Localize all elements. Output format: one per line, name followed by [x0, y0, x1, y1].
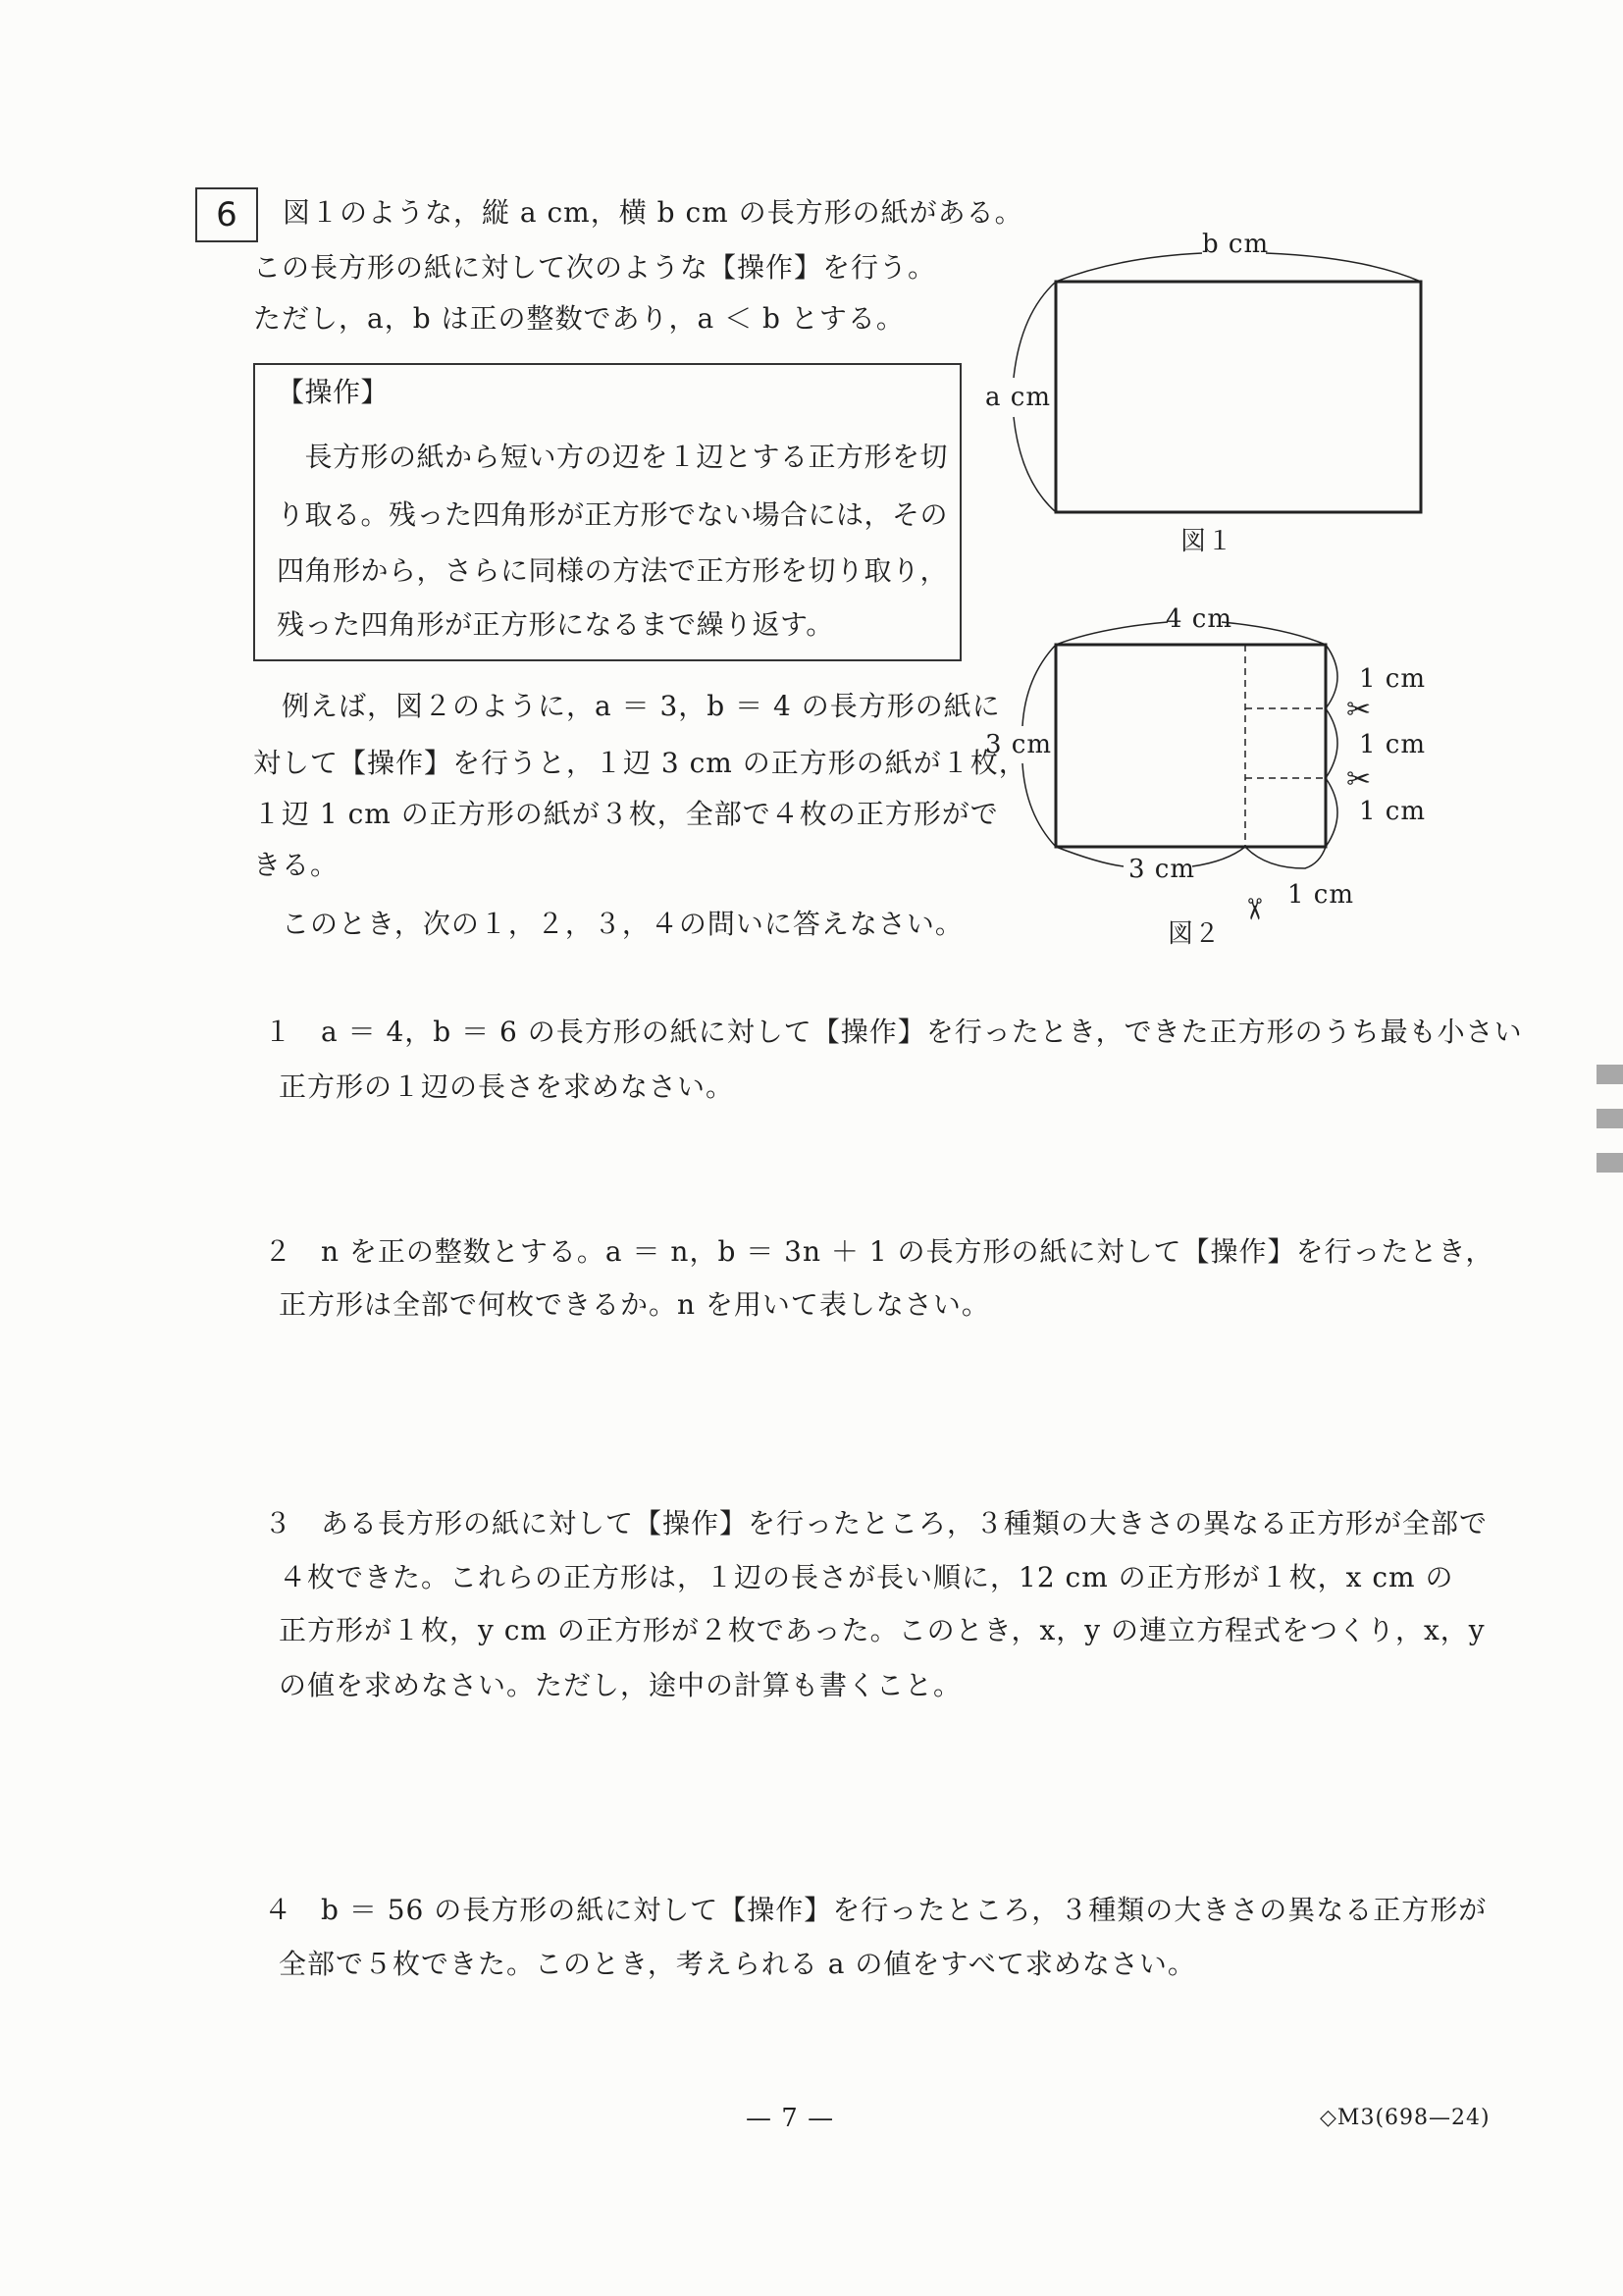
operation-title: 【操作】 — [277, 376, 390, 408]
svg-text:✂: ✂ — [1346, 762, 1372, 797]
intro-line: この長方形の紙に対して次のような【操作】を行う。 — [253, 251, 937, 284]
fig2-top-label: 4 cm — [1166, 604, 1233, 634]
fig2-right-label: 1 cm — [1359, 797, 1427, 826]
question-line: ４ b ＝ 56 の長方形の紙に対して【操作】を行ったところ，３種類の大きさの異なる正方形が — [264, 1894, 1488, 1926]
question-line: ４枚できた。これらの正方形は，１辺の長さが長い順に，12 cm の正方形が１枚，x cm の — [279, 1561, 1454, 1593]
intro-line: 図１のような，縦 a cm，横 b cm の長方形の紙がある。 — [283, 196, 1023, 229]
question-line: の値を求めなさい。ただし，途中の計算も書くこと。 — [279, 1669, 963, 1701]
figure-2 — [1022, 622, 1337, 868]
fig2-right-label: 1 cm — [1359, 664, 1427, 694]
edge-tab-marker — [1597, 1065, 1623, 1084]
fig1-width-label: b cm — [1202, 230, 1270, 259]
fig1-caption: 図１ — [1180, 527, 1234, 556]
intro-line: ただし，a，b は正の整数であり，a ＜ b とする。 — [253, 302, 905, 335]
fig2-bottom-small-label: 1 cm — [1287, 880, 1355, 910]
question-line: 正方形は全部で何枚できるか。n を用いて表しなさい。 — [279, 1288, 990, 1321]
question-line: 全部で５枚できた。このとき，考えられる a の値をすべて求めなさい。 — [279, 1948, 1196, 1980]
page-number: — 7 — — [746, 2104, 835, 2133]
question-line: １ a ＝ 4，b ＝ 6 の長方形の紙に対して【操作】を行ったとき，できた正方形のうち最も小さい — [264, 1016, 1523, 1048]
example-line: きる。 — [253, 849, 340, 881]
fig2-left-label: 3 cm — [985, 730, 1053, 759]
question-line: 正方形が１枚，y cm の正方形が２枚であった。このとき，x，y の連立方程式をつくり，x，y — [279, 1614, 1486, 1646]
example-line: 例えば，図２のように，a ＝ 3，b ＝ 4 の長方形の紙に — [253, 690, 1001, 722]
operation-line: 長方形の紙から短い方の辺を１辺とする正方形を切 — [277, 441, 949, 473]
question-line: 正方形の１辺の長さを求めなさい。 — [279, 1070, 735, 1103]
fig2-bottom-label: 3 cm — [1128, 855, 1196, 884]
question-line: ３ ある長方形の紙に対して【操作】を行ったところ，３種類の大きさの異なる正方形が全部で — [264, 1507, 1489, 1539]
fig1-height-label: a cm — [985, 383, 1051, 412]
example-line: 対して【操作】を行うと，１辺 3 cm の正方形の紙が１枚， — [253, 747, 1027, 779]
fig2-caption: 図２ — [1168, 919, 1222, 949]
fig2-right-label: 1 cm — [1359, 730, 1427, 759]
exam-code: ◇M3(698—24) — [1320, 2106, 1491, 2130]
problem-number: 6 — [195, 187, 258, 242]
figure-1 — [1014, 253, 1421, 512]
edge-tab-marker — [1597, 1153, 1623, 1173]
operation-line: 四角形から，さらに同様の方法で正方形を切り取り， — [277, 554, 949, 587]
example-line: １辺 1 cm の正方形の紙が３枚，全部で４枚の正方形がで — [253, 798, 999, 830]
operation-line: 残った四角形が正方形になるまで繰り返す。 — [277, 608, 834, 641]
operation-line: り取る。残った四角形が正方形でない場合には，その — [277, 498, 949, 531]
svg-text:✂: ✂ — [1236, 897, 1271, 922]
svg-text:✂: ✂ — [1346, 693, 1372, 727]
edge-tab-marker — [1597, 1109, 1623, 1128]
question-line: ２ n を正の整数とする。a ＝ n，b ＝ 3n ＋ 1 の長方形の紙に対して【操作】を行ったとき， — [264, 1235, 1494, 1268]
example-line: このとき，次の１，２，３，４の問いに答えなさい。 — [253, 908, 964, 940]
